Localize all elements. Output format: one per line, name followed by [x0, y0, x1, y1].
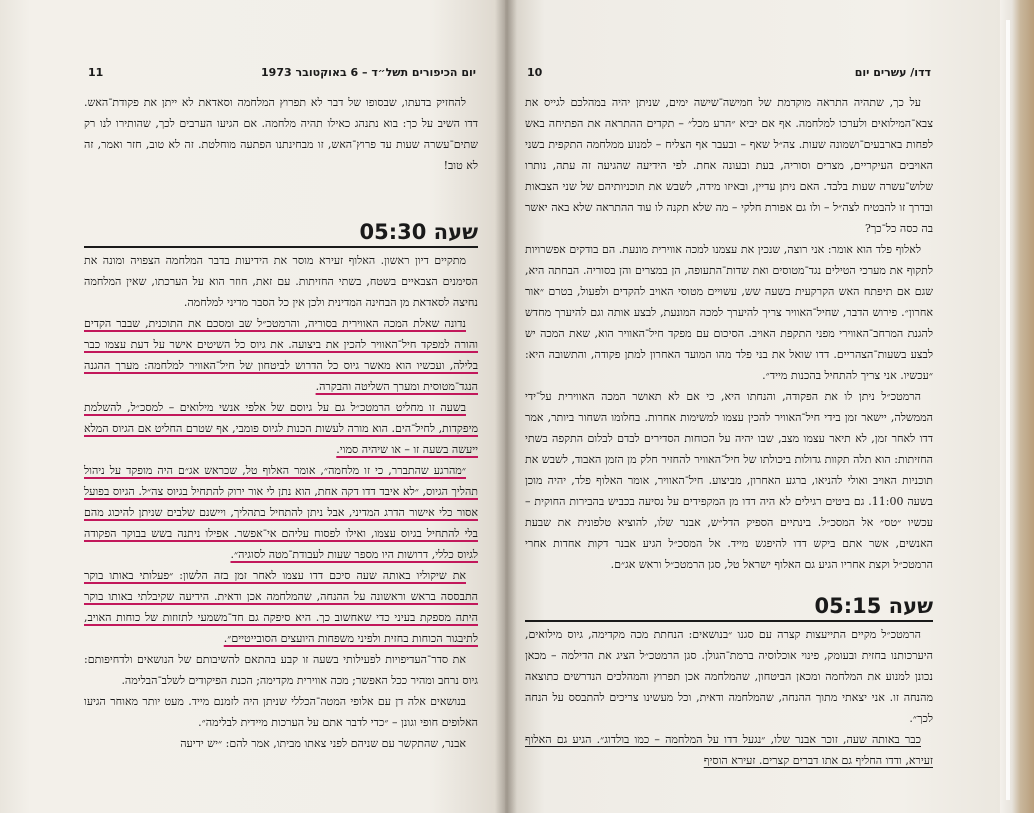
left-page [0, 0, 505, 813]
left-section-title: שעה 05:30 [84, 218, 478, 248]
left-paragraph-3: בשעה זו מחליט הרמטכ״ל גם על גיוסם של אלפי אנשי מילואים – למסכ״ל, להשלמת מיפקדות, לחיל־הים. הוא מורה לעשות הכנות לגיוס פומבי, אף שטרם החליט אם הגיוס המלא ייעשה בשעה זו – או שיהיה סמוי. [84, 401, 478, 456]
left-paragraph-8: אבנר, שהתקשר עם שניהם לפני צאתו מביתו, אמר להם: ״יש ידיעה [180, 737, 466, 750]
right-section-text [525, 624, 933, 771]
right-paragraph-2: לאלוף פלד הוא אומר: אני רוצה, שנכין את עצמנו למכה אווירית מונעת. הם בודקים אפשרויות לתקוף את מערכי הטילים נגד־מטוסים ואת שדות־התעופה, הן במצרים והן בסוריה. הבחתה היא, שגם אם תיפתח האש הקרקעית בשעה שש, עשויים מטוסי האויב להקדים ולפעול, בטרם ״אור אחרון״. פירוש הדבר, שחיל־האוויר צריך להיערך למכה המונעת, לבצע אותה וגם להיערך מחדש להגנת המרחב־האווירי מפני התקפת האויב. הסיכום עם מפקד חיל־האוויר הוא, שאת המכה יש לבצע בשעות־הצהריים. דדו שואל את בני פלד מהו המועד האחרון למתן פקודה, והתשובה היא: ״עכשיו. אני צריך להתחיל בהכנות מייד״. [525, 243, 933, 382]
left-paragraph-1: מתקיים דיון ראשון. האלוף זעירא מוסר את הידיעות בדבר המלחמה הצפויה ומונה את הסימנים הצבאיים בשטח, בשתי החזיתות. עם זאת, חוזר הוא על הערכתו, שאין המלחמה נחיצה לסאדאת מן הבחינה המדינית ולכן אין כל הסבר מדיני למלחמה. [84, 254, 478, 309]
left-running-header [88, 66, 476, 86]
right-section-paragraph-1: הרמטכ״ל מקיים התייעצות קצרה עם סגנו ״בנושאים: הנחתת מכה מקדימה, גיוס מילואים, היערכותנו בחזית ובעומק, פינוי אוכלוסיה ברמת־הגולן. סגן הרמטכ״ל הציג את הדילמה – מכאן נכונן למנוע את המלחמה ומכאן הביטחון, שהמלחמה אכן תפרוץ והמהלכים הנדרשים כתוצאה מהנחה זו. אני יצאתי מתוך ההנחה, שהמלחמה ודאית, וכל מעשינו צריכים להתבסס על הנחה לכך״. [525, 628, 933, 725]
left-paragraph-4: ״מהרגע שהתברר, כי זו מלחמה״, אומר האלוף טל, שכראש אג״ם היה מופקד על ניהול תהליך הגיוס, ״לא איבד דדו דקה אחת, הוא נתן לי אור ירוק להתחיל בגיוס צה״ל. הגיוס בפועל אסור כלי אישור הדרג המדיני, אבל ניתן להתחיל בתהליך, ויישנם שלבים שניתן להיכוג מהם בלי להתחיל בגיוס עצמו, ואילו לפסוח עליהם אי־אפשר. אפילו ניתנה בשש בבוקר הפקודה לגיוס כללי, דרושות היו מספר שעות לעבודת־מטה לסוגיה״. [84, 464, 478, 561]
right-section-paragraph-2: כבר באותה שעה, זוכר אבנר שלו, ״נגעל דדו על המלחמה – כמו בולדוג״. הגיע גם האלוף זעירא, ודדו החליף גם אתו דברים קצרים. זעירא הוסיף [525, 733, 933, 767]
right-section-title: שעה 05:15 [525, 592, 933, 622]
left-opening-text [84, 92, 478, 176]
left-paragraph-5: את שיקוליו באותה שעה סיכם דדו עצמו לאחר זמן בזה הלשון: ״פעלותי באותו בוקר התבססה בראש וראשונה על ההנחה, שהמלחמה אכן ודאית. הידיעה שקיבלתי באותו בוקר היתה מספקת בעיני כדי שאחשוב כך. היא סיפקה גם חד־משמעי לתזוזות של כוחות האויב, לתיבגור הכוחות בחזית ולפיני משפחות היועצים הסובייטיים״. [84, 569, 478, 645]
book-cover-edge [1000, 0, 1034, 813]
right-paragraph-3: הרמטכ״ל ניתן לו את הפקודה, והנחתו היא, כי אם לא תאושר המכה האווירית על־ידי הממשלה, יישאר זמן בידי חיל־האוויר להכין עצמו למשימות אחרות. בחלומו השחור ביותר, אמר דדו לאחר זמן, לא תיאר עצמו מצב, שבו יהיה על הכוחות הסדירים לבדם לבלום התקפה בשתי החזיתות: הוא תלה תקוות גדולות ביכולתו של חיל־האוויר להחזיר חלק מן הזמן האבוד, לשבש את תוכניות האויב ואולי להניאו, ברגע האחרון, מביצוע. חיל־האוויר, אומר האלוף פלד, יהיה מוכן בשעה 11:00. גם ביטים רגילים לא היה דדו מן המקפידים על נסיעה בכביש בהבירות החוקית – עכשיו ״טס״ אל המסכ״ל. בינתיים הספיק הדל״ש, אבנר שלו, להוציא טלפונית את שבעת האנשים, אשר אתם ביקש דדו להיפגש מייד. אל המסכ״ל הגיע אבנר דקות אחדות אחרי הרמטכ״ל וקצת אחריו הגיע גם האלוף ישראל טל, סגן הרמטכ״ל וראש אג״ם. [525, 390, 933, 571]
right-page [505, 0, 1000, 813]
left-body-text [84, 250, 478, 754]
right-paragraph-1: על כך, שתהיה התראה מוקדמת של חמישה־שישה ימים, שניתן יהיה במהלכם לגייס את צבא־המילואים ולערכו למלחמה. אף אם יביא ״הרע מכל״ – תקדים ההתראה את הפתיחה באש לפחות בארבעים־ושמונה שעות. צה״ל שאף – ובעבר אף הצליח – למנוע ממלחמה התקפית בשני האויבים העיקריים, מצרים וסוריה, בעת ובעונה אחת. לפי הידיעה שהגיעה זה עתה, נותרו שלוש־עשרה שעות בלבד. האם ניתן עדיין, ובאיזו מידה, לשבש את תוכניותיהם של שני הצבאות ובדרך זו להבטיח לצה״ל – ולו גם אפורת חלקי – מה שלא תקנה לו עוד ההתראה שלא באה יאשר בה כסה כל־כך? [525, 96, 933, 235]
left-header-title: יום הכיפורים תשל״ד – 6 באוקטובר 1973 [261, 66, 476, 79]
right-header-title: דדו/ עשרים יום [854, 66, 931, 79]
book-gutter-shadow [495, 0, 517, 813]
right-page-number: 10 [527, 66, 543, 79]
left-paragraph-6: את סדר־העדיפויות לפעילותי בשעה זו קבע בהתאם להשיבותם של הנושאים ולדחיפותם: גיוס נרחב ומהיר ככל האפשר; מכה אווירית מקדימה; הכנת הפיקודים לשלב־הבלימה. [84, 653, 478, 687]
left-paragraph-7: בנושאים אלה דן עם אלופי המטה־הכללי שניתן היה לזמנם מייד. מעט יותר מאוחר הגיעו האלופים חופי וגונן – ״כדי לדבר אתם על הערכות מיידית לבלימה״. [84, 695, 478, 729]
left-opening-paragraph: להחזיק בדעתו, שבסופו של דבר לא תפרוץ המלחמה וסאדאת לא ייתן את פקודת־האש. דדו השיב על כך: בוא נתנהג כאילו תהיה מלחמה. אם הגיעו הערבים לכך, שהותירו לנו רק שתים־עשרה שעות עד פרוץ־האש, זו מבחינתנו הפתעה מוחלטת. זה לא טוב, חזר ואמר, זה לא טוב! [84, 96, 478, 172]
left-page-number: 11 [88, 66, 104, 79]
right-body-text [525, 92, 933, 575]
right-running-header [527, 66, 931, 86]
left-paragraph-2: נדונה שאלת המכה האווירית בסוריה, והרמטכ״ל שב ומסכם את התוכנית, שבבר הקדים והורה למפקד חיל־האוויר להכין את ביצועה. את גיוס כל השיטים אישר על דעת עצמו כבר בלילה, ועכשיו הוא מאשר גיוס כל הדרוש לביטחון של חיל־האוויר למלחמה: מערך ההגנה הנגד־מטוסית ומערך השליטה והבקרה. [84, 317, 478, 393]
